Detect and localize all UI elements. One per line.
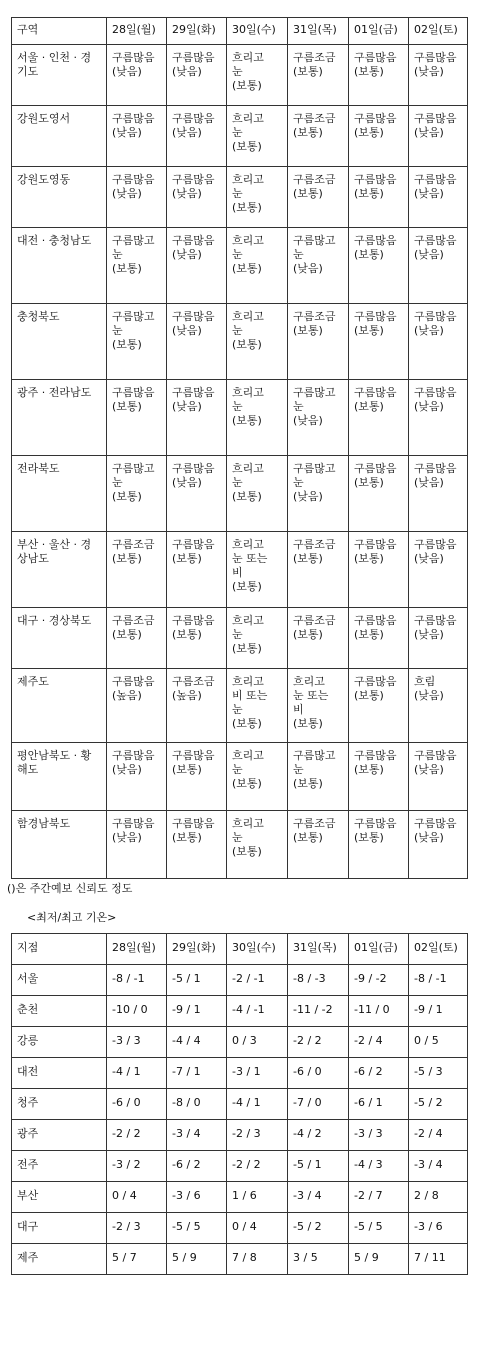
temp-cell: -3 / 6 bbox=[167, 1182, 227, 1213]
forecast-cell: 구름많음 (보통) bbox=[167, 608, 227, 669]
temp-cell: -6 / 0 bbox=[288, 1058, 349, 1089]
forecast-cell: 구름많음 (보통) bbox=[349, 304, 409, 380]
forecast-row bbox=[12, 167, 468, 228]
forecast-cell: 흐리고 눈 (보통) bbox=[227, 304, 288, 380]
temps-row bbox=[12, 1182, 468, 1213]
forecast-cell: 구름많음 (낮음) bbox=[107, 811, 167, 879]
forecast-cell: 구름조금 (보통) bbox=[288, 45, 349, 106]
forecast-cell: 흐리고 눈 또는 비 (보통) bbox=[288, 669, 349, 743]
forecast-cell: 구름많음 (보통) bbox=[349, 228, 409, 304]
temp-cell: -3 / 1 bbox=[227, 1058, 288, 1089]
region-cell: 전라북도 bbox=[12, 456, 107, 532]
temp-cell: 5 / 9 bbox=[349, 1244, 409, 1275]
region-cell: 함경남북도 bbox=[12, 811, 107, 879]
forecast-cell: 구름많고 눈 (보통) bbox=[107, 228, 167, 304]
city-cell: 춘천 bbox=[12, 996, 107, 1027]
temp-cell: -3 / 3 bbox=[107, 1027, 167, 1058]
forecast-cell: 구름많고 눈 (보통) bbox=[107, 456, 167, 532]
temp-cell: -10 / 0 bbox=[107, 996, 167, 1027]
forecast-cell: 흐림 (낮음) bbox=[409, 669, 468, 743]
temps-header-cell: 02일(토) bbox=[409, 934, 468, 965]
forecast-cell: 구름조금 (보통) bbox=[288, 167, 349, 228]
forecast-cell: 구름많음 (보통) bbox=[349, 380, 409, 456]
forecast-cell: 구름많음 (낮음) bbox=[409, 45, 468, 106]
forecast-cell: 구름많음 (낮음) bbox=[409, 456, 468, 532]
forecast-header-cell: 29일(화) bbox=[167, 18, 227, 45]
forecast-cell: 흐리고 눈 (보통) bbox=[227, 811, 288, 879]
city-cell: 서울 bbox=[12, 965, 107, 996]
temp-cell: -7 / 1 bbox=[167, 1058, 227, 1089]
forecast-row bbox=[12, 743, 468, 811]
forecast-cell: 구름많음 (낮음) bbox=[167, 456, 227, 532]
region-cell: 광주 · 전라남도 bbox=[12, 380, 107, 456]
temp-cell: -5 / 5 bbox=[349, 1213, 409, 1244]
temp-cell: -3 / 6 bbox=[409, 1213, 468, 1244]
forecast-row bbox=[12, 532, 468, 608]
forecast-cell: 구름많음 (낮음) bbox=[409, 106, 468, 167]
reliability-note: ()은 주간예보 신뢰도 정도 bbox=[7, 882, 133, 895]
forecast-cell: 구름많음 (낮음) bbox=[107, 167, 167, 228]
temp-cell: -4 / 2 bbox=[288, 1120, 349, 1151]
forecast-cell: 구름많음 (낮음) bbox=[167, 304, 227, 380]
temps-row bbox=[12, 1244, 468, 1275]
temps-row bbox=[12, 1058, 468, 1089]
forecast-cell: 구름많음 (낮음) bbox=[409, 304, 468, 380]
forecast-cell: 흐리고 눈 (보통) bbox=[227, 45, 288, 106]
temp-cell: -5 / 3 bbox=[409, 1058, 468, 1089]
region-cell: 제주도 bbox=[12, 669, 107, 743]
temp-cell: -6 / 2 bbox=[349, 1058, 409, 1089]
forecast-header-cell: 30일(수) bbox=[227, 18, 288, 45]
forecast-cell: 구름조금 (보통) bbox=[288, 811, 349, 879]
temp-cell: -3 / 4 bbox=[167, 1120, 227, 1151]
temp-cell: -2 / 3 bbox=[227, 1120, 288, 1151]
weekly-forecast-table bbox=[11, 17, 468, 879]
forecast-cell: 구름조금 (보통) bbox=[288, 608, 349, 669]
temp-cell: -8 / -3 bbox=[288, 965, 349, 996]
temp-cell: -8 / -1 bbox=[409, 965, 468, 996]
forecast-row bbox=[12, 669, 468, 743]
forecast-header-cell: 02일(토) bbox=[409, 18, 468, 45]
forecast-cell: 구름많음 (보통) bbox=[349, 456, 409, 532]
forecast-cell: 구름많고 눈 (낮음) bbox=[288, 456, 349, 532]
temps-row bbox=[12, 1213, 468, 1244]
forecast-cell: 구름조금 (보통) bbox=[107, 532, 167, 608]
temps-row bbox=[12, 1151, 468, 1182]
forecast-cell: 구름많음 (보통) bbox=[349, 743, 409, 811]
forecast-row bbox=[12, 380, 468, 456]
temp-cell: 7 / 8 bbox=[227, 1244, 288, 1275]
forecast-cell: 구름많음 (낮음) bbox=[167, 380, 227, 456]
forecast-cell: 구름많음 (낮음) bbox=[167, 106, 227, 167]
city-cell: 광주 bbox=[12, 1120, 107, 1151]
forecast-cell: 구름많고 눈 (낮음) bbox=[288, 228, 349, 304]
forecast-row bbox=[12, 106, 468, 167]
temps-header-row bbox=[12, 934, 468, 965]
temps-row bbox=[12, 1089, 468, 1120]
temps-header-cell: 29일(화) bbox=[167, 934, 227, 965]
region-cell: 부산 · 울산 · 경 상남도 bbox=[12, 532, 107, 608]
forecast-row bbox=[12, 45, 468, 106]
forecast-cell: 구름많고 눈 (낮음) bbox=[288, 380, 349, 456]
temp-cell: -11 / -2 bbox=[288, 996, 349, 1027]
temp-cell: -5 / 1 bbox=[167, 965, 227, 996]
city-cell: 전주 bbox=[12, 1151, 107, 1182]
forecast-cell: 구름많음 (보통) bbox=[349, 608, 409, 669]
region-cell: 서울 · 인천 · 경 기도 bbox=[12, 45, 107, 106]
forecast-row bbox=[12, 456, 468, 532]
temp-cell: -5 / 2 bbox=[288, 1213, 349, 1244]
temp-cell: -5 / 2 bbox=[409, 1089, 468, 1120]
region-cell: 대구 · 경상북도 bbox=[12, 608, 107, 669]
temps-header-cell: 30일(수) bbox=[227, 934, 288, 965]
forecast-cell: 흐리고 눈 (보통) bbox=[227, 167, 288, 228]
temp-cell: -2 / 3 bbox=[107, 1213, 167, 1244]
region-cell: 충청북도 bbox=[12, 304, 107, 380]
temp-cell: -9 / 1 bbox=[409, 996, 468, 1027]
forecast-cell: 구름많음 (보통) bbox=[167, 532, 227, 608]
forecast-header-cell: 31일(목) bbox=[288, 18, 349, 45]
temp-cell: -8 / 0 bbox=[167, 1089, 227, 1120]
forecast-cell: 구름많음 (높음) bbox=[107, 669, 167, 743]
forecast-cell: 구름많음 (낮음) bbox=[409, 228, 468, 304]
forecast-cell: 구름많음 (보통) bbox=[107, 380, 167, 456]
temp-cell: -9 / 1 bbox=[167, 996, 227, 1027]
temp-cell: -2 / 2 bbox=[107, 1120, 167, 1151]
temp-cell: -4 / 4 bbox=[167, 1027, 227, 1058]
forecast-row bbox=[12, 228, 468, 304]
temp-cell: -4 / -1 bbox=[227, 996, 288, 1027]
temp-cell: -2 / 2 bbox=[227, 1151, 288, 1182]
temperature-section-title: <최저/최고 기온> bbox=[27, 911, 117, 924]
forecast-cell: 구름조금 (높음) bbox=[167, 669, 227, 743]
temp-cell: 2 / 8 bbox=[409, 1182, 468, 1213]
forecast-cell: 흐리고 눈 (보통) bbox=[227, 456, 288, 532]
temp-cell: -6 / 1 bbox=[349, 1089, 409, 1120]
temp-cell: -3 / 2 bbox=[107, 1151, 167, 1182]
city-cell: 대전 bbox=[12, 1058, 107, 1089]
region-cell: 강원도영동 bbox=[12, 167, 107, 228]
temp-cell: -7 / 0 bbox=[288, 1089, 349, 1120]
region-cell: 평안남북도 · 황 해도 bbox=[12, 743, 107, 811]
forecast-row bbox=[12, 304, 468, 380]
temps-row bbox=[12, 965, 468, 996]
forecast-row bbox=[12, 811, 468, 879]
temps-header-cell: 31일(목) bbox=[288, 934, 349, 965]
temp-cell: -11 / 0 bbox=[349, 996, 409, 1027]
forecast-cell: 구름조금 (보통) bbox=[288, 532, 349, 608]
forecast-cell: 구름많음 (낮음) bbox=[167, 167, 227, 228]
forecast-cell: 구름많음 (보통) bbox=[349, 45, 409, 106]
forecast-cell: 구름많음 (낮음) bbox=[409, 167, 468, 228]
forecast-cell: 구름많음 (낮음) bbox=[409, 811, 468, 879]
temp-cell: -9 / -2 bbox=[349, 965, 409, 996]
forecast-header-cell: 01일(금) bbox=[349, 18, 409, 45]
forecast-cell: 흐리고 눈 (보통) bbox=[227, 608, 288, 669]
temp-cell: 0 / 4 bbox=[107, 1182, 167, 1213]
temp-cell: 0 / 4 bbox=[227, 1213, 288, 1244]
forecast-cell: 구름많음 (보통) bbox=[349, 811, 409, 879]
forecast-cell: 흐리고 눈 (보통) bbox=[227, 380, 288, 456]
forecast-cell: 구름많음 (낮음) bbox=[409, 743, 468, 811]
temp-cell: -6 / 2 bbox=[167, 1151, 227, 1182]
temp-cell: 7 / 11 bbox=[409, 1244, 468, 1275]
region-cell: 강원도영서 bbox=[12, 106, 107, 167]
forecast-cell: 흐리고 눈 (보통) bbox=[227, 743, 288, 811]
forecast-cell: 구름많음 (보통) bbox=[349, 532, 409, 608]
forecast-cell: 구름조금 (보통) bbox=[107, 608, 167, 669]
forecast-cell: 구름많음 (보통) bbox=[349, 669, 409, 743]
forecast-cell: 구름많음 (낮음) bbox=[107, 45, 167, 106]
region-cell: 대전 · 충청남도 bbox=[12, 228, 107, 304]
forecast-cell: 흐리고 눈 또는 비 (보통) bbox=[227, 532, 288, 608]
city-cell: 강릉 bbox=[12, 1027, 107, 1058]
temp-cell: 5 / 9 bbox=[167, 1244, 227, 1275]
temp-cell: -2 / 7 bbox=[349, 1182, 409, 1213]
forecast-cell: 구름많고 눈 (보통) bbox=[288, 743, 349, 811]
forecast-header-cell: 구역 bbox=[12, 18, 107, 45]
temp-cell: -4 / 1 bbox=[227, 1089, 288, 1120]
temp-cell: -6 / 0 bbox=[107, 1089, 167, 1120]
city-cell: 부산 bbox=[12, 1182, 107, 1213]
forecast-cell: 구름많음 (보통) bbox=[349, 167, 409, 228]
forecast-header-cell: 28일(월) bbox=[107, 18, 167, 45]
forecast-cell: 구름조금 (보통) bbox=[288, 106, 349, 167]
temp-cell: -3 / 4 bbox=[409, 1151, 468, 1182]
forecast-cell: 흐리고 눈 (보통) bbox=[227, 106, 288, 167]
forecast-cell: 구름많음 (낮음) bbox=[107, 106, 167, 167]
forecast-cell: 구름많음 (낮음) bbox=[167, 228, 227, 304]
forecast-cell: 흐리고 눈 (보통) bbox=[227, 228, 288, 304]
forecast-cell: 구름많음 (보통) bbox=[167, 743, 227, 811]
temperature-table bbox=[11, 933, 468, 1275]
forecast-cell: 구름많음 (보통) bbox=[167, 811, 227, 879]
temps-header-cell: 지점 bbox=[12, 934, 107, 965]
city-cell: 대구 bbox=[12, 1213, 107, 1244]
temps-header-cell: 01일(금) bbox=[349, 934, 409, 965]
temps-row bbox=[12, 1027, 468, 1058]
temps-header-cell: 28일(월) bbox=[107, 934, 167, 965]
forecast-cell: 구름많고 눈 (보통) bbox=[107, 304, 167, 380]
forecast-row bbox=[12, 608, 468, 669]
temp-cell: -2 / 4 bbox=[409, 1120, 468, 1151]
forecast-cell: 구름많음 (낮음) bbox=[409, 608, 468, 669]
temp-cell: 1 / 6 bbox=[227, 1182, 288, 1213]
temp-cell: -2 / 2 bbox=[288, 1027, 349, 1058]
city-cell: 제주 bbox=[12, 1244, 107, 1275]
temp-cell: 5 / 7 bbox=[107, 1244, 167, 1275]
temp-cell: -2 / -1 bbox=[227, 965, 288, 996]
temps-row bbox=[12, 996, 468, 1027]
temp-cell: -2 / 4 bbox=[349, 1027, 409, 1058]
forecast-cell: 흐리고 비 또는 눈 (보통) bbox=[227, 669, 288, 743]
temp-cell: -5 / 1 bbox=[288, 1151, 349, 1182]
forecast-cell: 구름조금 (보통) bbox=[288, 304, 349, 380]
city-cell: 청주 bbox=[12, 1089, 107, 1120]
temp-cell: -5 / 5 bbox=[167, 1213, 227, 1244]
forecast-cell: 구름많음 (낮음) bbox=[409, 532, 468, 608]
temp-cell: -3 / 4 bbox=[288, 1182, 349, 1213]
temp-cell: 0 / 5 bbox=[409, 1027, 468, 1058]
forecast-cell: 구름많음 (낮음) bbox=[107, 743, 167, 811]
forecast-cell: 구름많음 (낮음) bbox=[167, 45, 227, 106]
temp-cell: 0 / 3 bbox=[227, 1027, 288, 1058]
temp-cell: -3 / 3 bbox=[349, 1120, 409, 1151]
forecast-header-row bbox=[12, 18, 468, 45]
temps-row bbox=[12, 1120, 468, 1151]
temp-cell: -4 / 1 bbox=[107, 1058, 167, 1089]
temp-cell: -4 / 3 bbox=[349, 1151, 409, 1182]
temp-cell: -8 / -1 bbox=[107, 965, 167, 996]
temp-cell: 3 / 5 bbox=[288, 1244, 349, 1275]
forecast-cell: 구름많음 (낮음) bbox=[409, 380, 468, 456]
forecast-cell: 구름많음 (보통) bbox=[349, 106, 409, 167]
